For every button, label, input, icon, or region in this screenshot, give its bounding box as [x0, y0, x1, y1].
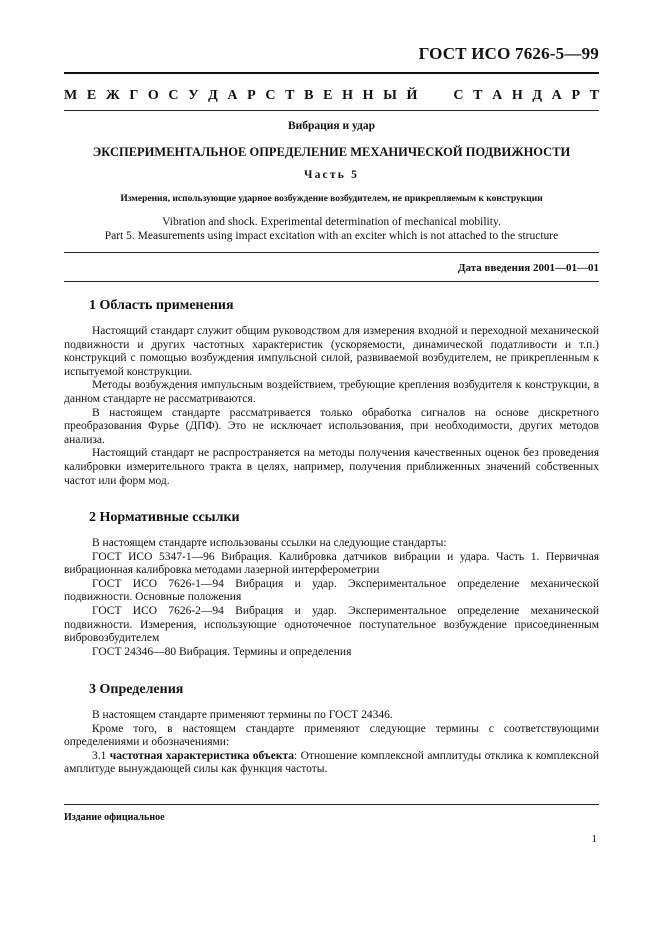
- banner-letter: Р: [571, 88, 580, 103]
- section-2-paragraph: В настоящем стандарте использованы ссылки на следующие стандарты:: [92, 537, 447, 549]
- banner-letter: У: [188, 88, 199, 103]
- edition-note: Издание официальное: [64, 812, 165, 823]
- banner-letter: А: [227, 88, 238, 103]
- date-rule: [64, 281, 599, 282]
- banner-letter: Е: [86, 88, 97, 103]
- banner-letter: Г: [129, 88, 139, 103]
- banner-letter: М: [64, 88, 78, 103]
- banner-letter: С: [265, 88, 276, 103]
- reference-item: ГОСТ ИСО 7626-1—94 Вибрация и удар. Экспериментальное определение механической подвижности. Основные положения: [64, 577, 599, 604]
- footer-rule: [64, 804, 599, 805]
- reference-item: ГОСТ ИСО 5347-1—96 Вибрация. Калибровка датчиков вибрации и удара. Часть 1. Первичная вибрационная калибровка методами лазерной интерферометрии: [64, 550, 599, 577]
- banner-letter: А: [492, 88, 503, 103]
- document-title: ЭКСПЕРИМЕНТАЛЬНОЕ ОПРЕДЕЛЕНИЕ МЕХАНИЧЕСКОЙ ПОДВИЖНОСТИ: [92, 145, 571, 159]
- banner-letter: Т: [589, 88, 599, 103]
- banner-letter: Д: [532, 88, 543, 103]
- banner-letter: Н: [362, 88, 374, 103]
- banner-letter: Т: [473, 88, 483, 103]
- section-3-body: [64, 709, 599, 777]
- banner-letter: Н: [511, 88, 523, 103]
- title-rule: [64, 252, 599, 253]
- banner-letter: С: [453, 88, 464, 103]
- english-title-line-2: Part 5. Measurements using impact excitation with an exciter which is not attached to the structure: [104, 230, 559, 242]
- section-1-body: [64, 325, 599, 488]
- interstate-standard-banner: [64, 88, 599, 104]
- section-2-heading: 2 Нормативные ссылки: [89, 510, 240, 525]
- definition-text: : Отношение комплексной амплитуды отклика к комплексной амплитуде вынуждающей силы как функция частоты.: [64, 749, 599, 776]
- banner-letter: А: [551, 88, 562, 103]
- banner-letter: Ы: [383, 88, 397, 103]
- reference-item: ГОСТ 24346—80 Вибрация. Термины и определения: [92, 645, 352, 658]
- part-label: Часть 5: [303, 169, 360, 181]
- banner-letter: С: [168, 88, 179, 103]
- section-1-heading: 1 Область применения: [89, 298, 234, 313]
- section-1-paragraph: Настоящий стандарт служит общим руководством для измерения входной и переходной механической подвижности и других частотных характеристик (ускоряемости, динамической податливости и т.п.) конструкций с помощью возбуждения импульсной силой, развиваемой возбудителем, не прикрепленным к испытуемой конструкции.: [64, 325, 599, 378]
- banner-letter: Ж: [105, 88, 120, 103]
- section-1-paragraph: Методы возбуждения импульсным воздействием, требующие крепления возбудителя к конструкции, в данном стандарте не рассматриваются.: [64, 379, 599, 405]
- definition-3-1: [64, 750, 599, 777]
- banner-letter: Й: [406, 88, 418, 103]
- section-1-paragraph: Настоящий стандарт не распространяется на методы получения качественных оценок без проведения калибровки измерительного тракта в целях, например, получения приближенных значений собственных частот или форм мод.: [64, 447, 599, 487]
- header-rule: [64, 72, 599, 74]
- page-number: 1: [591, 833, 597, 845]
- banner-rule: [64, 110, 599, 111]
- banner-letter: Т: [285, 88, 295, 103]
- section-3-paragraph: Кроме того, в настоящем стандарте применяют следующие термины с соответствующими определениями и обозначениями:: [64, 722, 599, 749]
- document-subtitle: Измерения, использующие ударное возбуждение возбудителем, не прикрепляемым к конструкции: [120, 194, 543, 204]
- section-1-paragraph: В настоящем стандарте рассматривается только обработка сигналов на основе дискретного преобразования Фурье (ДПФ). Это не исключает использования, при необходимости, других методов анализа.: [64, 406, 599, 446]
- section-3-heading: 3 Определения: [89, 682, 184, 697]
- banner-letter: Н: [342, 88, 353, 103]
- english-title-line-1: Vibration and shock. Experimental determination of mechanical mobility.: [162, 216, 501, 228]
- banner-letter: О: [147, 88, 159, 103]
- subject-line: Вибрация и удар: [287, 120, 376, 132]
- banner-letter: Д: [208, 88, 218, 103]
- banner-letter: В: [304, 88, 314, 103]
- banner-letter: Р: [247, 88, 256, 103]
- banner-letter: Е: [323, 88, 333, 103]
- banner-letter: [427, 88, 431, 104]
- reference-item: ГОСТ ИСО 7626-2—94 Вибрация и удар. Экспериментальное определение механической подвижности. Измерения, использующие одноточечное поступательное возбуждение присоединенным вибровозбудителем: [64, 604, 599, 645]
- banner-letter: [440, 88, 444, 104]
- section-3-paragraph: В настоящем стандарте применяют термины по ГОСТ 24346.: [92, 709, 393, 721]
- definition-number: 3.1: [92, 749, 107, 762]
- section-2-body: [64, 537, 599, 659]
- introduction-date: Дата введения 2001—01—01: [457, 262, 599, 274]
- standard-code: ГОСТ ИСО 7626-5—99: [418, 44, 599, 63]
- defined-term: частотная характеристика объекта: [109, 749, 294, 762]
